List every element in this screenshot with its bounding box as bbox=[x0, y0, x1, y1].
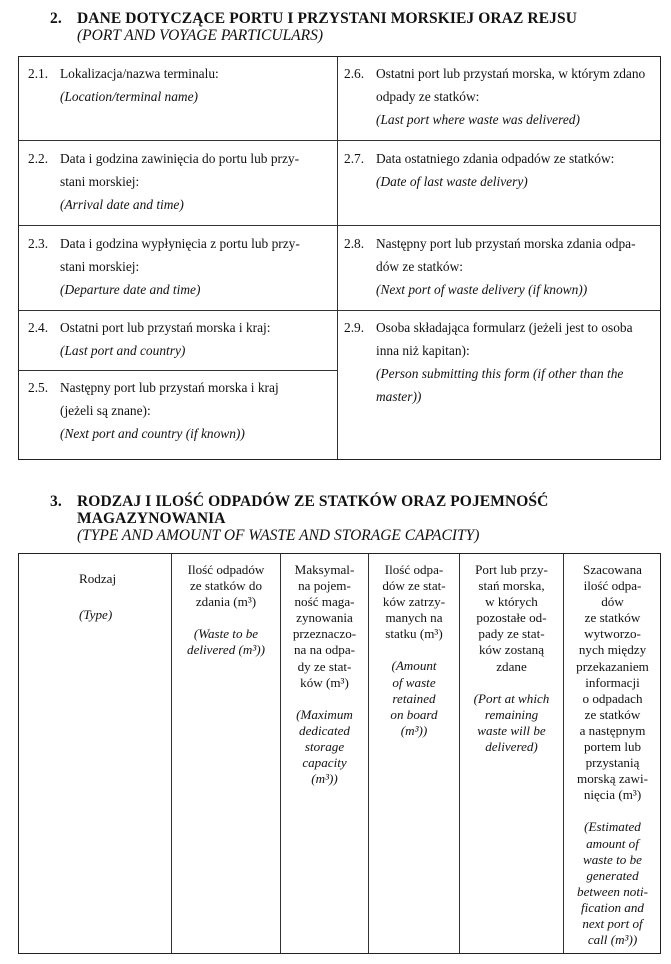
section-2-subtitle: (PORT AND VOYAGE PARTICULARS) bbox=[77, 27, 324, 44]
field-2-3[interactable]: 2.3. Data i godzina wypłynięcia z portu lub przy- stani morskiej: (Departure date and time) bbox=[28, 236, 300, 297]
column-waste-to-deliver: Ilość odpadów ze statków do zdania (m³) (Waste to be delivered (m³)) bbox=[187, 562, 265, 658]
section-2-title: DANE DOTYCZĄCE PORTU I PRZYSTANI MORSKIEJ ORAZ REJSU bbox=[77, 10, 577, 27]
column-estimated-waste: Szacowana ilość odpa- dów ze statków wytworzo- nych między przekazaniem informacji o odpadach ze statków a następnym portem lub przystanią morską zawi- nięcia (m³) (Estimated amount of waste to be generated between noti- fication and next port of call (m³)) bbox=[576, 562, 649, 948]
field-2-5[interactable]: 2.5. Następny port lub przystań morska i kraj (jeżeli są znane): (Next port and country (if known)) bbox=[28, 380, 279, 441]
field-2-1[interactable]: 2.1. Lokalizacja/nazwa terminalu: (Location/terminal name) bbox=[28, 66, 219, 104]
section-3-title: RODZAJ I ILOŚĆ ODPADÓW ZE STATKÓW ORAZ POJEMNOŚĆ bbox=[77, 493, 549, 510]
section-3-title-line2: MAGAZYNOWANIA bbox=[77, 510, 226, 527]
field-2-8[interactable]: 2.8. Następny port lub przystań morska zdania odpa- dów ze statków: (Next port of waste delivery (if known)) bbox=[344, 236, 636, 297]
section-2-number: 2. bbox=[50, 10, 62, 27]
row-divider bbox=[19, 140, 660, 141]
section-3-subtitle: (TYPE AND AMOUNT OF WASTE AND STORAGE CAPACITY) bbox=[77, 527, 480, 544]
field-2-9[interactable]: 2.9. Osoba składająca formularz (jeżeli jest to osoba inna niż kapitan): (Person submitting this form (if other than the master)) bbox=[344, 320, 633, 404]
column-divider bbox=[337, 57, 338, 459]
field-2-2[interactable]: 2.2. Data i godzina zawinięcia do portu lub przy- stani morskiej: (Arrival date and time) bbox=[28, 151, 300, 212]
row-divider bbox=[19, 225, 660, 226]
column-max-storage: Maksymal- na pojem- ność maga- zynowania przeznaczo- na na odpa- dy ze stat- ków (m³) (Maximum dedicated storage capacity (m³)) bbox=[292, 562, 357, 787]
section-3-number: 3. bbox=[50, 493, 62, 510]
row-divider bbox=[19, 310, 660, 311]
row-divider bbox=[19, 370, 337, 371]
column-waste-retained: Ilość odpa- dów ze stat- ków zatrzy- manych na statku (m³) (Amount of waste retained on board (m³)) bbox=[382, 562, 446, 738]
field-2-7[interactable]: 2.7. Data ostatniego zdania odpadów ze statków: (Date of last waste delivery) bbox=[344, 151, 615, 189]
column-type: Rodzaj (Type) bbox=[79, 571, 117, 623]
field-2-4[interactable]: 2.4. Ostatni port lub przystań morska i kraj: (Last port and country) bbox=[28, 320, 271, 358]
field-2-6[interactable]: 2.6. Ostatni port lub przystań morska, w którym zdano odpady ze statków: (Last port where waste was delivered) bbox=[344, 66, 646, 127]
column-delivery-port: Port lub przy- stań morska, w których pozostałe od- pady ze stat- ków zostaną zdane (Port at which remaining waste will be delivered) bbox=[473, 562, 550, 754]
